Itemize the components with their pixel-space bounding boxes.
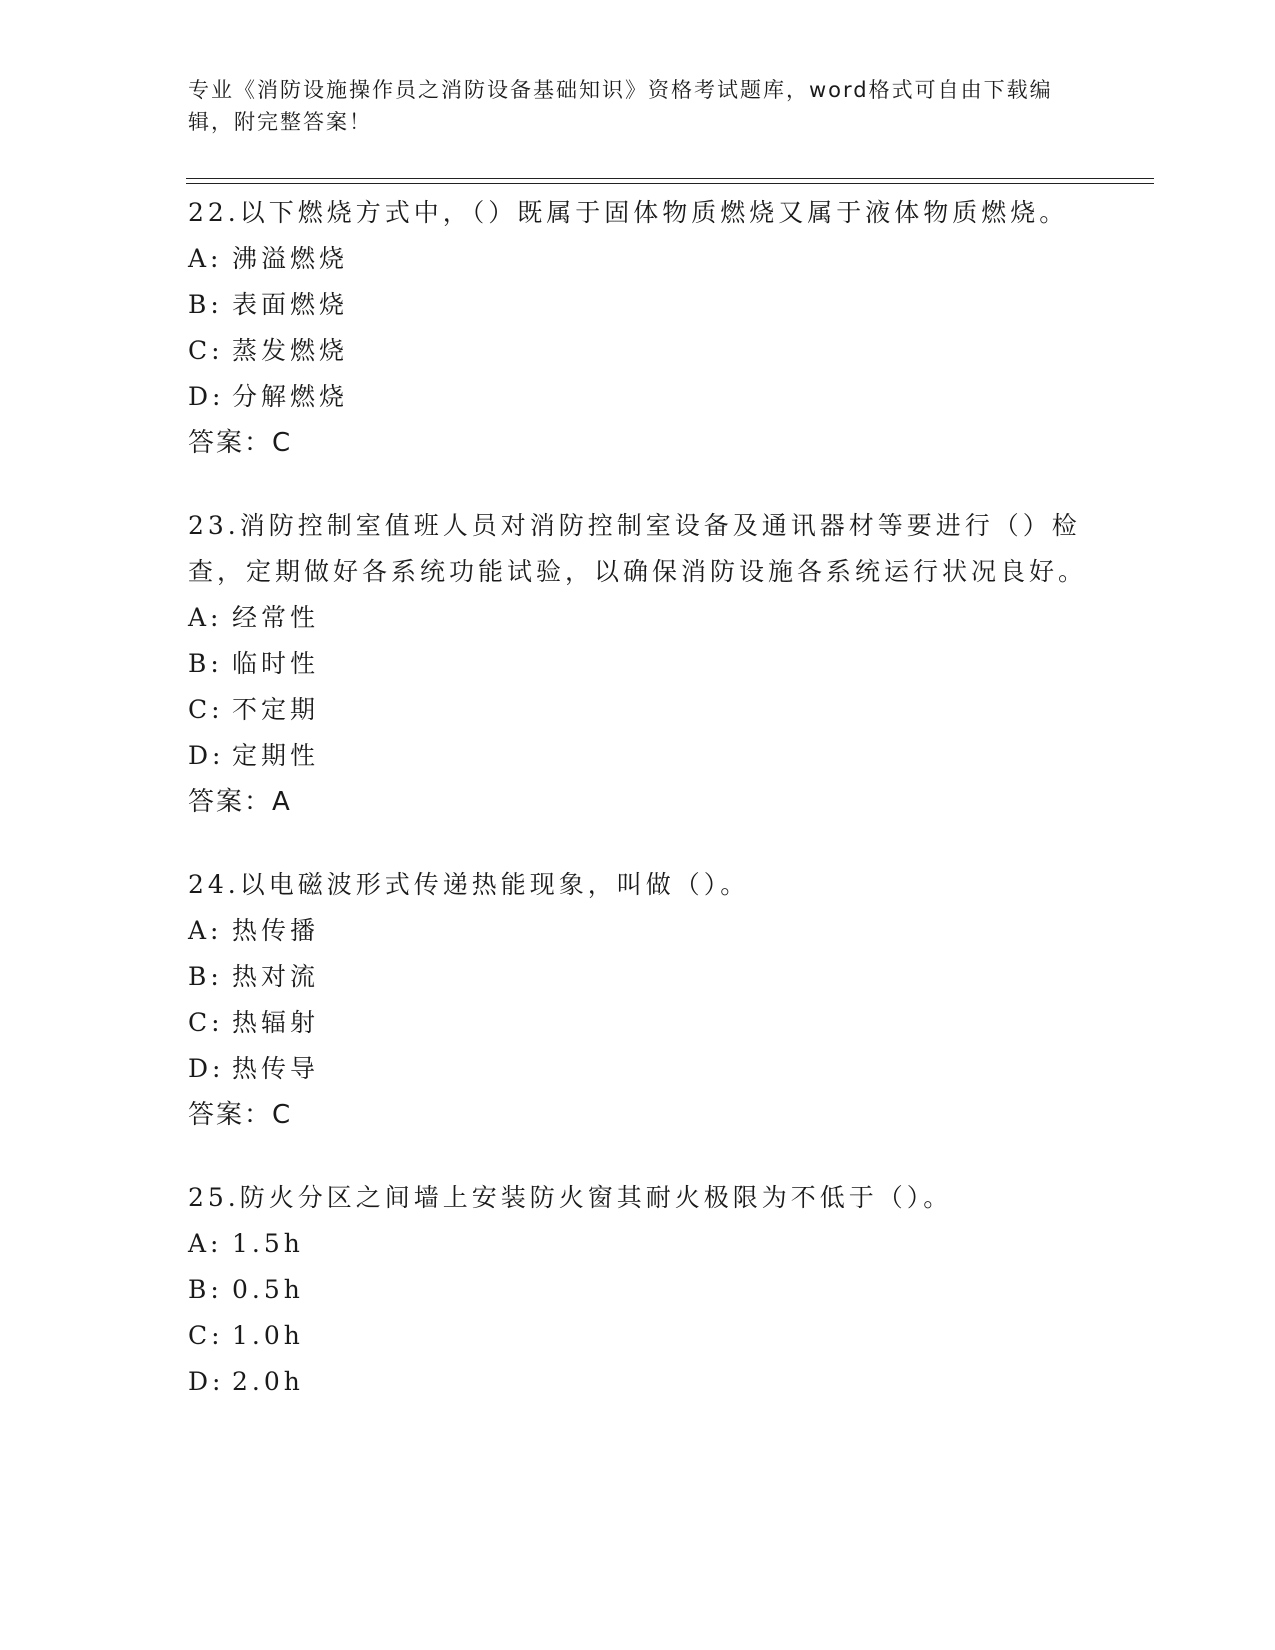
option-text: 2.0h [232,1367,304,1396]
option-text: 热传导 [232,1054,320,1083]
option-key: C: [188,1008,224,1037]
document-header: 专业《消防设施操作员之消防设备基础知识》资格考试题库，word格式可自由下载编辑，附完整答案！ [188,78,1053,134]
option-key: B: [188,962,223,991]
option-text: 沸溢燃烧 [232,244,349,273]
option-text: 表面燃烧 [232,290,349,319]
option-key: B: [188,1275,223,1304]
option-text: 蒸发燃烧 [232,336,349,365]
option-key: A: [188,916,223,945]
option-key: C: [188,1321,224,1350]
option-key: D: [188,741,225,770]
option-text: 热传播 [232,916,320,945]
question-list [188,190,1088,1442]
option-text: 经常性 [232,603,320,632]
question-23 [188,503,1088,825]
option-text: 0.5h [232,1275,304,1304]
question-24 [188,862,1088,1138]
option-key: D: [188,382,225,411]
option-text: 分解燃烧 [232,382,349,411]
option-text: 不定期 [232,695,320,724]
option-key: B: [188,649,223,678]
option-key: D: [188,1367,225,1396]
header-divider-top [186,178,1154,179]
option-key: C: [188,695,224,724]
option-key: A: [188,244,223,273]
option-text: 1.0h [232,1321,304,1350]
option-c [188,687,1088,733]
option-c [188,328,1088,374]
option-b [188,1267,1088,1313]
option-key: A: [188,1229,223,1258]
option-d [188,733,1088,779]
option-key: D: [188,1054,225,1083]
option-d [188,374,1088,420]
option-text: 1.5h [232,1229,304,1258]
question-25 [188,1175,1088,1405]
question-stem: 24.以电磁波形式传递热能现象，叫做（）。 [188,870,750,899]
question-22 [188,190,1088,466]
option-b [188,282,1088,328]
option-a [188,908,1088,954]
option-a [188,236,1088,282]
option-a [188,595,1088,641]
answer-line: 答案：C [188,428,293,458]
option-key: B: [188,290,223,319]
option-b [188,954,1088,1000]
question-stem: 22.以下燃烧方式中，（）既属于固体物质燃烧又属于液体物质燃烧。 [188,198,1069,227]
option-b [188,641,1088,687]
option-key: C: [188,336,224,365]
header-divider-bottom [186,183,1154,184]
option-text: 临时性 [232,649,320,678]
option-d [188,1046,1088,1092]
question-stem: 23.消防控制室值班人员对消防控制室设备及通讯器材等要进行（）检查，定期做好各系统功能试验，以确保消防设施各系统运行状况良好。 [188,511,1088,586]
question-stem: 25.防火分区之间墙上安装防火窗其耐火极限为不低于（）。 [188,1183,953,1212]
option-c [188,1000,1088,1046]
option-text: 热辐射 [232,1008,320,1037]
option-a [188,1221,1088,1267]
option-text: 定期性 [232,741,320,770]
answer-line: 答案：C [188,1100,293,1130]
option-c [188,1313,1088,1359]
answer-line: 答案：A [188,787,292,817]
option-key: A: [188,603,223,632]
option-d [188,1359,1088,1405]
option-text: 热对流 [232,962,320,991]
